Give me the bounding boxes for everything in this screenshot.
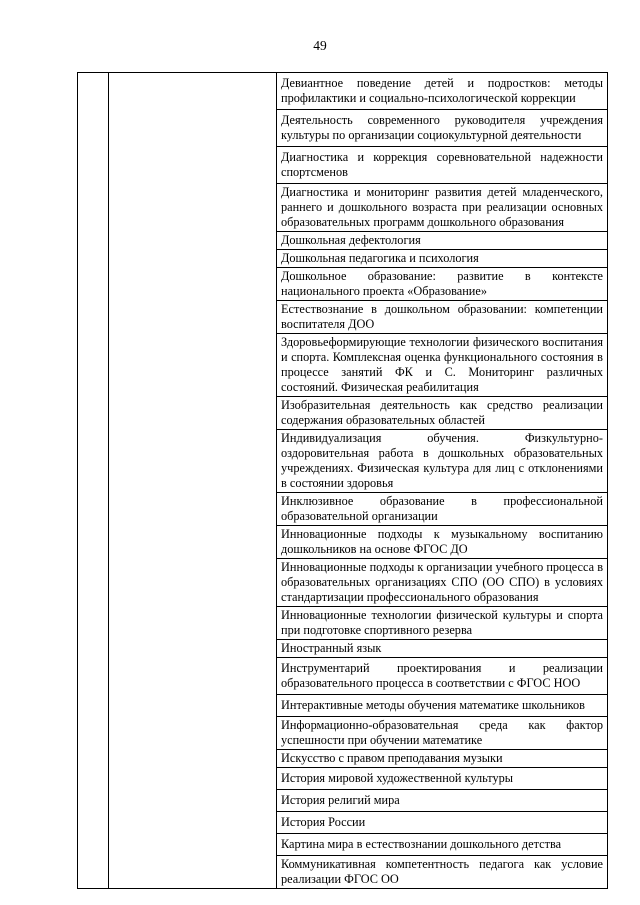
- list-item: Инновационные подходы к музыкальному воспитанию дошкольников на основе ФГОС ДО: [277, 526, 607, 559]
- empty-column-cell: [109, 73, 277, 889]
- list-item: Интерактивные методы обучения математике школьников: [277, 695, 607, 717]
- list-item: История религий мира: [277, 790, 607, 812]
- list-item: Естествознание в дошкольном образовании: компетенции воспитателя ДОО: [277, 301, 607, 334]
- list-item: Искусство с правом преподавания музыки: [277, 750, 607, 768]
- list-item: Индивидуализация обучения. Физкультурно-оздоровительная работа в дошкольных образовательных учреждениях. Физическая культура для лиц с отклонениями в состоянии здоровья: [277, 430, 607, 493]
- table-row: [78, 73, 608, 889]
- course-table: [77, 72, 608, 889]
- list-item: Дошкольная дефектология: [277, 232, 607, 250]
- list-item: Иностранный язык: [277, 640, 607, 658]
- list-item: Коммуникативная компетентность педагога как условие реализации ФГОС ОО: [281, 857, 603, 886]
- list-item: История России: [277, 812, 607, 834]
- list-item: Инструментарий проектирования и реализации образовательного процесса в соответствии с ФГОС НОО: [277, 658, 607, 695]
- course-list: [277, 73, 607, 888]
- number-column-cell: [78, 73, 109, 889]
- page-number: 49: [313, 38, 327, 53]
- list-item: Дошкольная педагогика и психология: [277, 250, 607, 268]
- list-item: Деятельность современного руководителя учреждения культуры по организации социокультурной деятельности: [277, 110, 607, 147]
- list-item: Девиантное поведение детей и подростков: методы профилактики и социально-психологической коррекции: [277, 73, 607, 110]
- list-item: Информационно-образовательная среда как фактор успешности при обучении математике: [277, 717, 607, 750]
- list-item: Инновационные подходы к организации учебного процесса в образовательных организациях СПО (ОО СПО) в условиях стандартизации профессионального образования: [277, 559, 607, 607]
- list-item: Диагностика и мониторинг развития детей младенческого, раннего и дошкольного возраста при реализации основных образовательных программ дошкольного образования: [277, 184, 607, 232]
- list-item: Инновационные технологии физической культуры и спорта при подготовке спортивного резерва: [277, 607, 607, 640]
- course-list-cell: [277, 73, 608, 889]
- list-item: Картина мира в естествознании дошкольного детства: [277, 834, 607, 856]
- list-item: Здоровьеформирующие технологии физического воспитания и спорта. Комплексная оценка функционального состояния в процессе занятий ФК и С. Мониторинг различных состояний. Физическая реабилитация: [277, 334, 607, 397]
- list-item: Инклюзивное образование в профессиональной образовательной организации: [277, 493, 607, 526]
- list-item: История мировой художественной культуры: [277, 768, 607, 790]
- list-item: Изобразительная деятельность как средство реализации содержания образовательных областей: [277, 397, 607, 430]
- list-item: Диагностика и коррекция соревновательной надежности спортсменов: [277, 147, 607, 184]
- list-item: Дошкольное образование: развитие в контексте национального проекта «Образование»: [277, 268, 607, 301]
